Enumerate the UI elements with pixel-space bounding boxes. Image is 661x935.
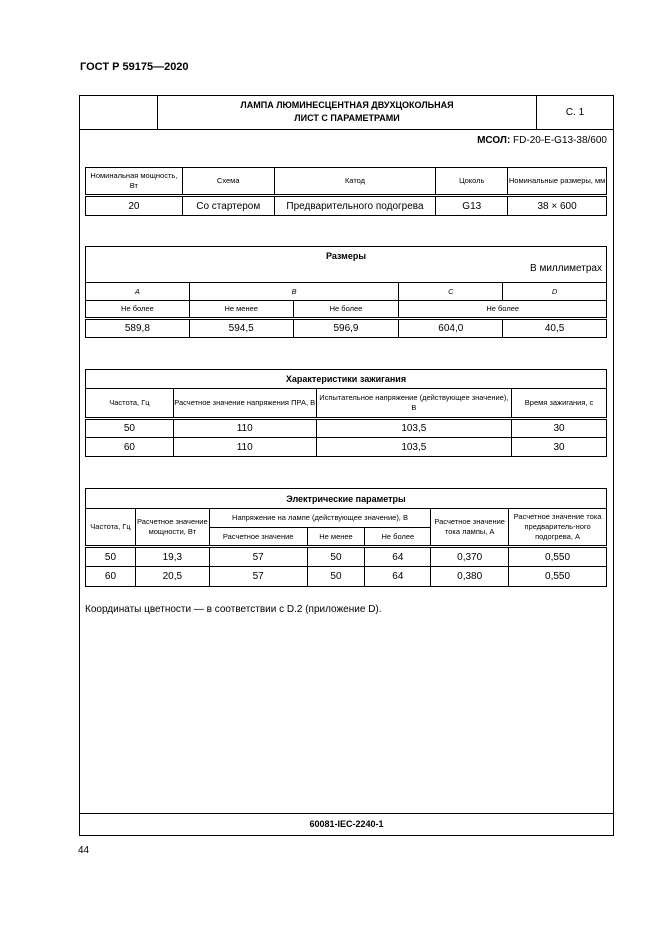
sheet-title [158,96,537,130]
sheet-number: С. 1 [537,96,613,130]
header-left-cell [80,96,158,130]
msol-label: МСОЛ: [477,135,511,146]
table-cell: Предварительного подогрева [274,196,436,216]
limit-cell: Не более [293,301,399,319]
electrical-table [85,488,607,587]
table-cell: 604,0 [399,319,503,338]
dimension-letter-d: D [503,283,607,301]
table-cell: 57 [209,547,307,567]
header-cell: Расчетное значение тока лампы, А [431,509,509,547]
table-cell: 60 [86,567,136,587]
table-cell: 594,5 [189,319,293,338]
dimensions-title: Размеры [325,251,367,261]
header-cell: Цоколь [436,168,508,196]
ignition-table [85,369,607,457]
dimensions-title-cell [86,247,607,283]
table-cell: 30 [512,419,607,438]
table-cell: 57 [209,567,307,587]
dimensions-table [85,246,607,338]
standard-code: ГОСТ Р 59175—2020 [80,61,189,73]
general-table [85,167,607,216]
electrical-title: Электрические параметры [86,489,607,509]
limit-cell: Не менее [189,301,293,319]
header-cell: Не менее [307,528,365,547]
header-cell: Номинальная мощность, Вт [86,168,183,196]
table-cell: 50 [86,547,136,567]
table-cell: 64 [365,567,431,587]
table-cell: 596,9 [293,319,399,338]
sheet-title-line1: ЛАМПА ЛЮМИНЕСЦЕНТНАЯ ДВУХЦОКОЛЬНАЯ [240,100,454,110]
sheet-title-line2: ЛИСТ С ПАРАМЕТРАМИ [294,113,400,123]
header-cell: Расчетное значение тока предваритель-ного подогрева, А [509,509,607,547]
limit-cell: Не более [86,301,190,319]
table-cell: 20,5 [135,567,209,587]
table-cell: 0,380 [431,567,509,587]
table-cell: 50 [307,567,365,587]
msol-designation [477,135,607,146]
page-number: 44 [78,845,90,856]
dimension-letter-b: B [189,283,399,301]
table-cell: 103,5 [316,438,512,457]
table-cell: G13 [436,196,508,216]
footer-code: 60081-IEC-2240-1 [80,813,613,835]
limit-cell: Не более [399,301,607,319]
table-cell: 0,550 [509,547,607,567]
header-cell: Время зажигания, с [512,389,607,419]
table-cell: Со стартером [182,196,274,216]
table-cell: 60 [86,438,174,457]
header-cell: Напряжение на лампе (действующее значение), В [209,509,430,528]
table-cell: 38 × 600 [508,196,607,216]
msol-value: FD-20-E-G13-38/600 [510,135,607,146]
table-cell: 110 [173,419,316,438]
table-cell: 589,8 [86,319,190,338]
table-cell: 103,5 [316,419,512,438]
dimension-letter-a: A [86,283,190,301]
header-cell: Номинальные размеры, мм [508,168,607,196]
table-cell: 64 [365,547,431,567]
header-cell: Частота, Гц [86,509,136,547]
table-cell: 19,3 [135,547,209,567]
table-cell: 40,5 [503,319,607,338]
ignition-title: Характеристики зажигания [86,370,607,389]
table-cell: 0,550 [509,567,607,587]
table-cell: 50 [307,547,365,567]
table-cell: 50 [86,419,174,438]
dimensions-units: В миллиметрах [530,263,602,274]
table-cell: 20 [86,196,183,216]
dimension-letter-c: C [399,283,503,301]
header-cell: Расчетное значение напряжения ПРА, В [173,389,316,419]
table-cell: 110 [173,438,316,457]
table-cell: 30 [512,438,607,457]
header-cell: Катод [274,168,436,196]
header-cell: Испытательное напряжение (действующее значение), В [316,389,512,419]
chromaticity-note: Координаты цветности — в соответствии с D.2 (приложение D). [85,604,382,615]
header-cell: Расчетное значение [209,528,307,547]
header-cell: Частота, Гц [86,389,174,419]
header-cell: Расчетное значение мощности, Вт [135,509,209,547]
table-cell: 0,370 [431,547,509,567]
header-cell: Схема [182,168,274,196]
header-cell: Не более [365,528,431,547]
